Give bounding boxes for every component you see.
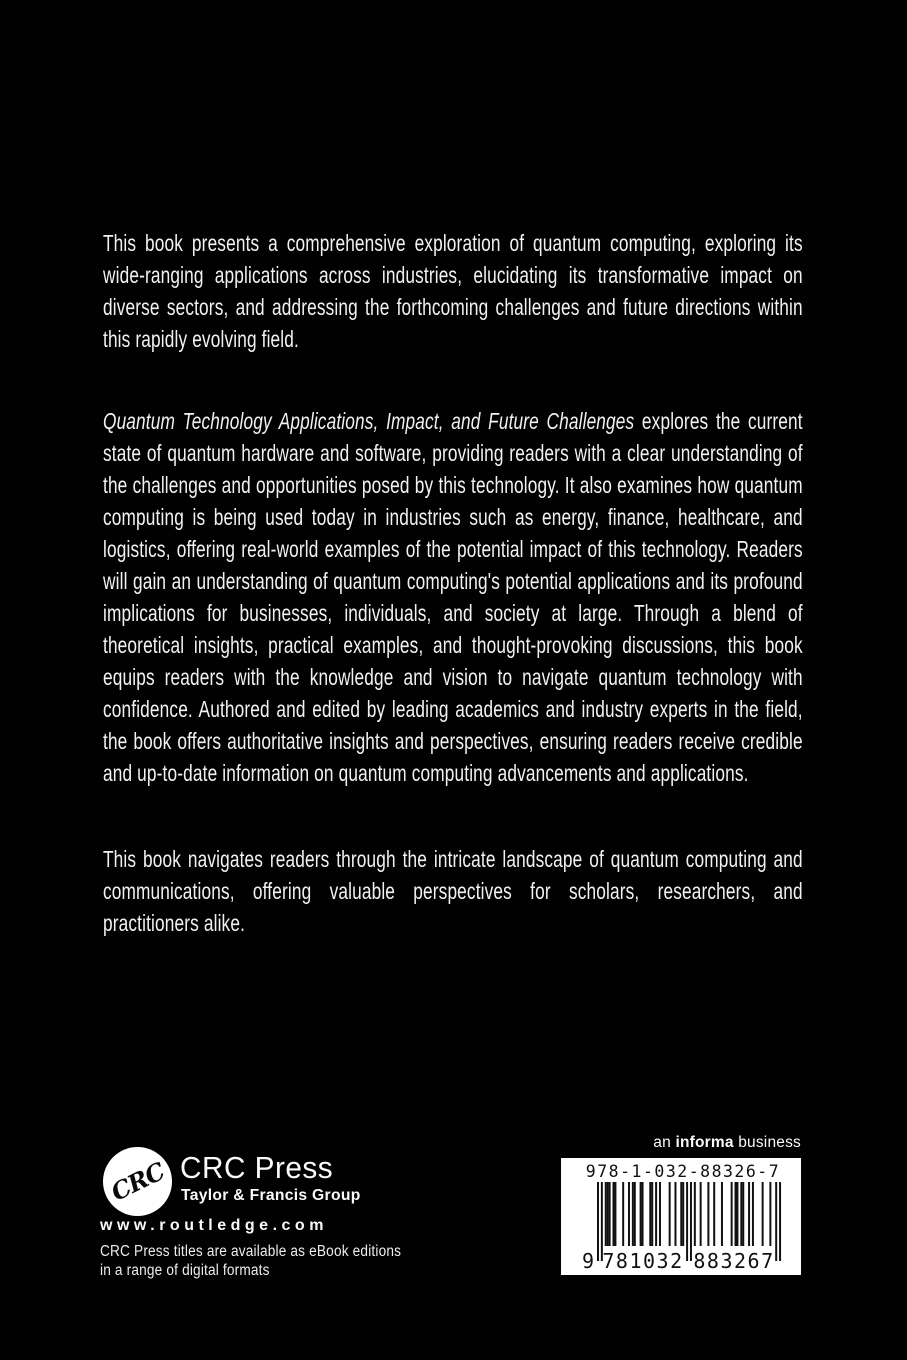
ebook-note-line2: in a range of digital formats [100,1262,270,1279]
ean-first-digit: 9 [581,1249,594,1273]
publisher-website: www.routledge.com [100,1217,328,1234]
blurb-paragraph-2-body: explores the current state of quantum hardware and software, providing readers with a clear understanding of the challenges and opportunities posed by this technology. It also examines how quantum computing is being used today in industries such as energy, finance, healthcare, and logistics, offering real-world examples of the potential impact of this technology. Readers will gain an understanding of quantum computing's potential applications and its profound implications for businesses, individuals, and society at large. Through a blend of theoretical insights, practical examples, and thought-provoking discussions, this book equips readers with the knowledge and vision to navigate quantum technology with confidence. Authored and edited by leading academics and industry experts in the field, the book offers authoritative insights and perspectives, ensuring readers receive credible and up-to-date information on quantum computing advancements and applications. [103,408,803,786]
crc-logo [103,1147,172,1216]
informa-brand: informa [675,1134,734,1151]
ean-barcode-svg [561,1158,801,1275]
isbn-barcode-panel [561,1158,801,1275]
book-title-italic: Quantum Technology Applications, Impact, and Future Challenges [103,408,635,434]
blurb-paragraph-1: This book presents a comprehensive exploration of quantum computing, exploring its wide-ranging applications across industries, elucidating its transformative impact on diverse sectors, and addressing the forthcoming challenges and future directions within this rapidly evolving field. [103,230,803,352]
ebook-note-line1: CRC Press titles are available as eBook editions [100,1243,402,1260]
ebook-availability-note [100,1242,401,1280]
publisher-imprint-name: CRC Press [180,1150,334,1185]
blurb-paragraph-2 [103,405,803,789]
blurb-paragraph-3: This book navigates readers through the intricate landscape of quantum computing and communications, offering valuable perspectives for scholars, researchers, and practitioners alike. [103,846,803,936]
ean-left-group: 781032 [602,1249,684,1273]
ean-right-group: 883267 [693,1249,775,1273]
publisher-group-name: Taylor & Francis Group [181,1187,361,1204]
isbn-number-text: 978-1-032-88326-7 [585,1162,781,1181]
crc-logo-monogram: CRC [106,1156,169,1207]
informa-prefix: an [653,1134,676,1151]
informa-suffix: business [733,1134,801,1151]
informa-business-line [653,1134,801,1152]
